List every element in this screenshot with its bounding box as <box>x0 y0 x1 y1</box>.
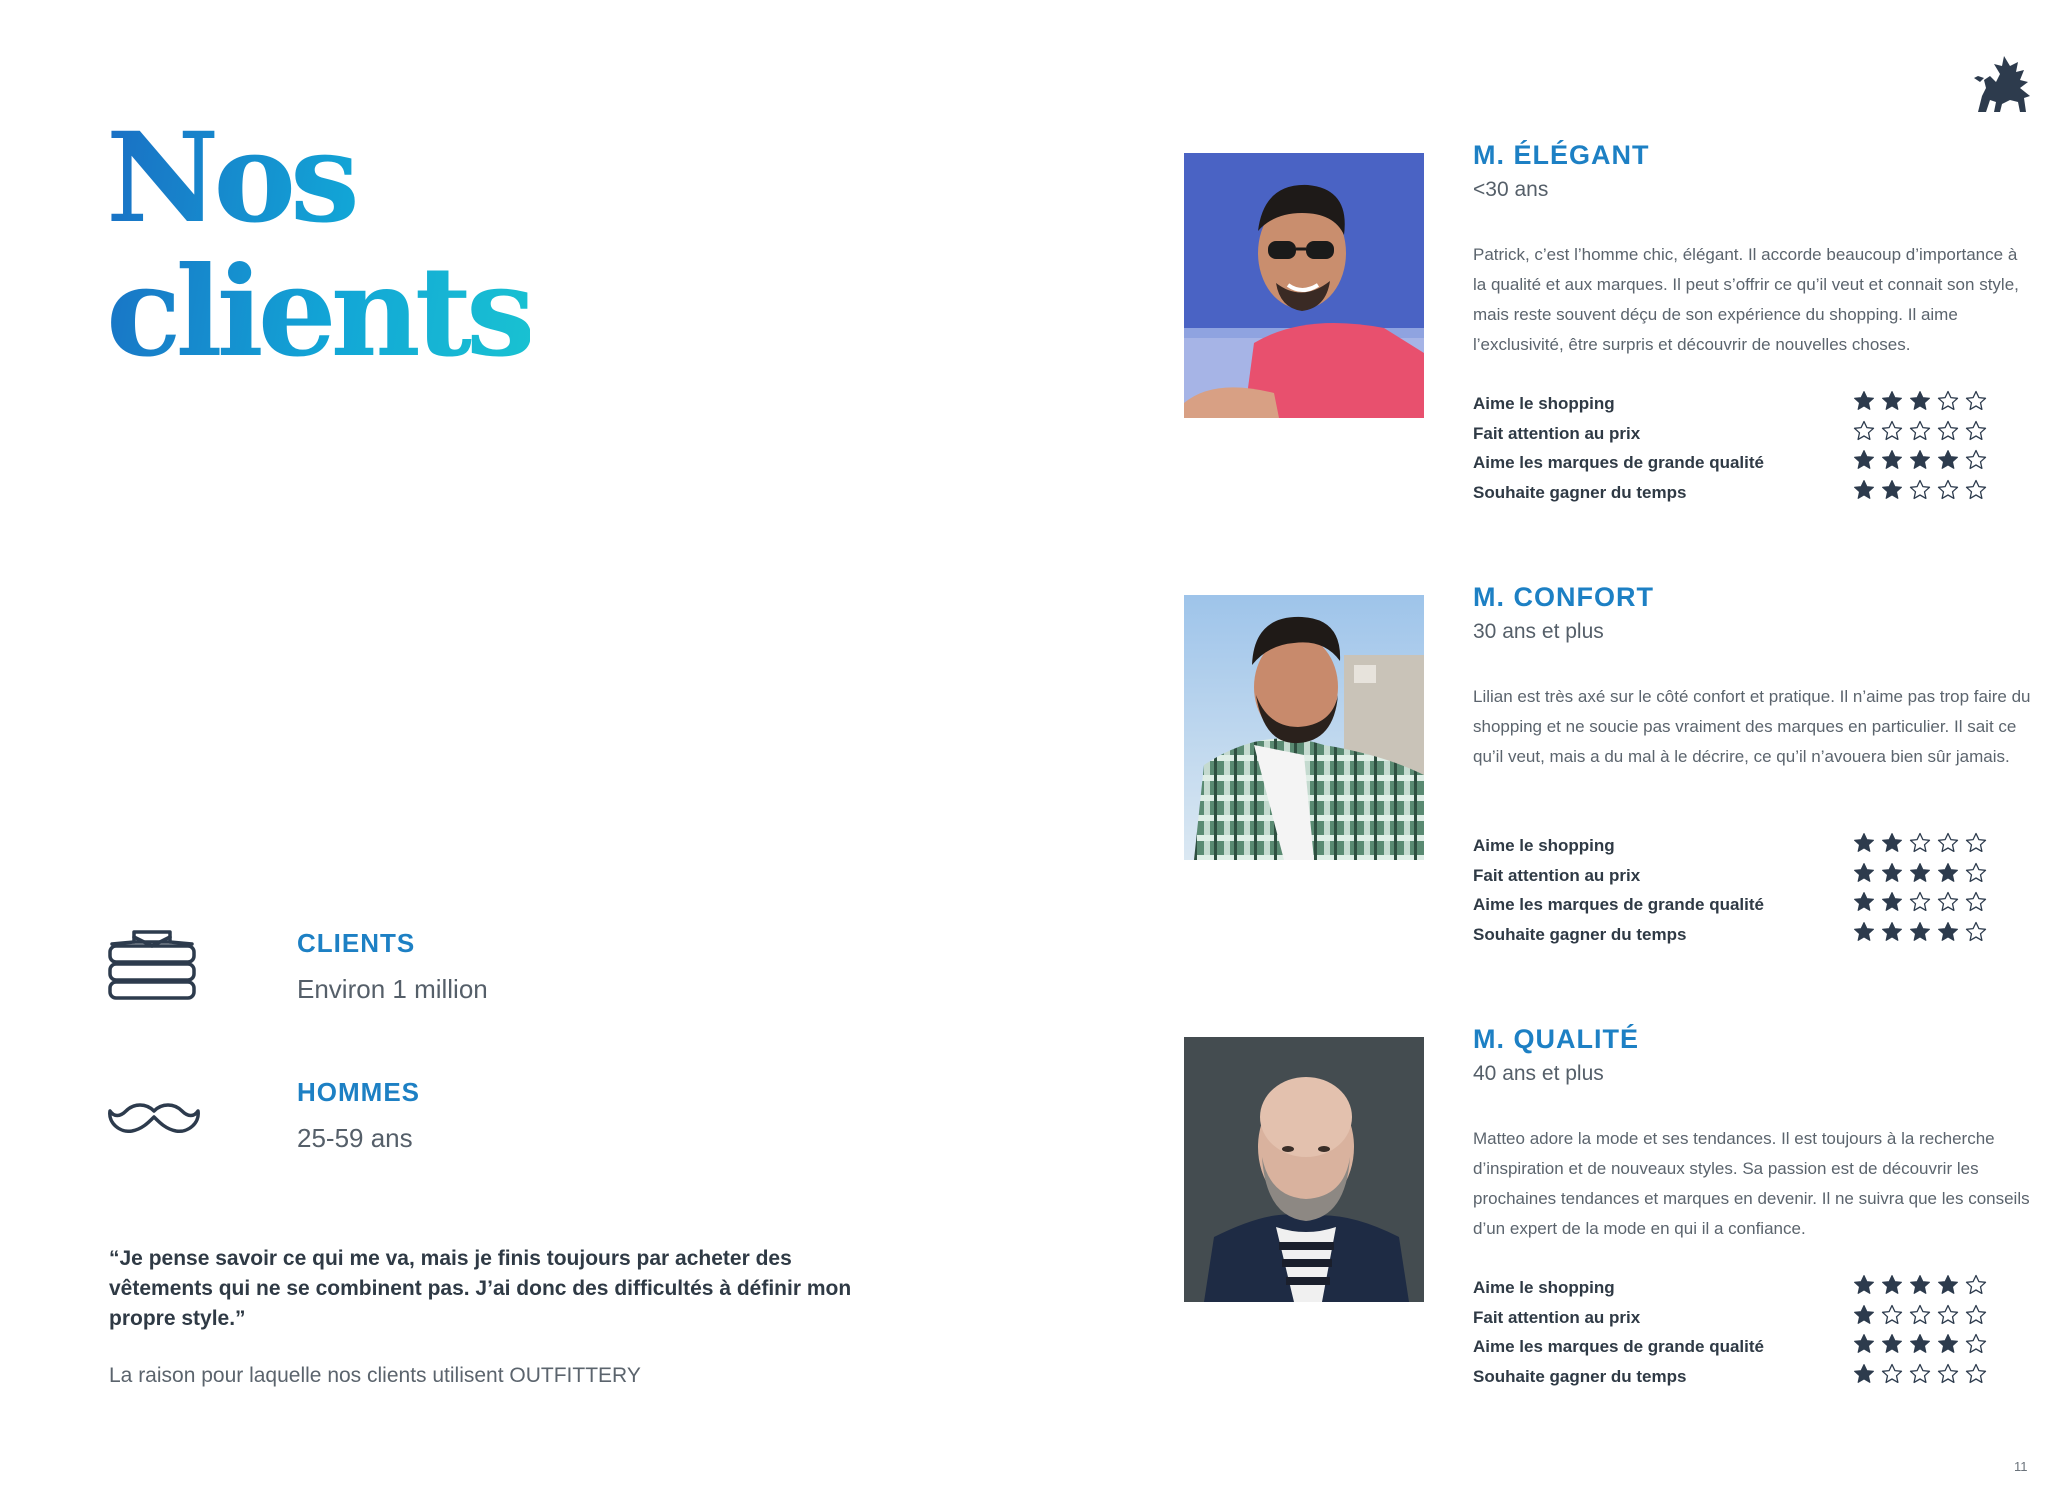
star-outline-icon <box>1909 832 1931 854</box>
star-outline-icon <box>1937 420 1959 442</box>
star-rating <box>1853 1304 1993 1328</box>
rating-row <box>1473 921 1993 951</box>
rating-row <box>1473 449 1993 479</box>
star-outline-icon <box>1853 420 1875 442</box>
star-rating <box>1853 1274 1993 1298</box>
persona-card-confort <box>1184 582 2034 982</box>
star-outline-icon <box>1937 479 1959 501</box>
star-rating <box>1853 420 1993 444</box>
quote-caption: La raison pour laquelle nos clients utilisent OUTFITTERY <box>109 1364 641 1387</box>
persona-card-elegant <box>1184 140 2034 540</box>
star-filled-icon <box>1909 1274 1931 1296</box>
star-outline-icon <box>1937 1363 1959 1385</box>
persona-name-qualite: M. QUALITÉ <box>1473 1024 1639 1054</box>
rating-row <box>1473 891 1993 921</box>
persona-photo-elegant <box>1184 153 1424 418</box>
star-outline-icon <box>1909 1363 1931 1385</box>
stat-hommes-label: HOMMES <box>297 1077 420 1107</box>
star-outline-icon <box>1965 1304 1987 1326</box>
star-outline-icon <box>1965 1363 1987 1385</box>
star-filled-icon <box>1881 832 1903 854</box>
star-filled-icon <box>1853 449 1875 471</box>
rating-row <box>1473 479 1993 509</box>
star-filled-icon <box>1853 390 1875 412</box>
persona-name-confort: M. CONFORT <box>1473 582 1654 612</box>
star-rating <box>1853 449 1993 473</box>
page-number: 11 <box>2014 1459 2028 1474</box>
rating-label: Aime les marques de grande qualité <box>1473 1337 1764 1356</box>
star-outline-icon <box>1965 862 1987 884</box>
stat-clients <box>106 928 726 1038</box>
persona-photo-confort <box>1184 595 1424 860</box>
star-filled-icon <box>1909 921 1931 943</box>
star-rating <box>1853 862 1993 886</box>
star-outline-icon <box>1965 420 1987 442</box>
rating-label: Aime le shopping <box>1473 836 1615 855</box>
star-outline-icon <box>1965 832 1987 854</box>
star-filled-icon <box>1853 1363 1875 1385</box>
star-rating <box>1853 479 1993 503</box>
star-outline-icon <box>1937 891 1959 913</box>
star-outline-icon <box>1937 390 1959 412</box>
stat-hommes <box>106 1077 726 1187</box>
persona-card-qualite <box>1184 1024 2034 1424</box>
star-filled-icon <box>1881 449 1903 471</box>
star-filled-icon <box>1909 449 1931 471</box>
star-filled-icon <box>1909 1333 1931 1355</box>
rating-row <box>1473 862 1993 892</box>
persona-ratings-qualite <box>1473 1274 1993 1392</box>
star-filled-icon <box>1881 862 1903 884</box>
rating-label: Aime le shopping <box>1473 1278 1615 1297</box>
star-filled-icon <box>1881 390 1903 412</box>
star-filled-icon <box>1853 862 1875 884</box>
rating-row <box>1473 1363 1993 1393</box>
page-title-line-2: clients <box>106 240 530 385</box>
rating-label: Aime les marques de grande qualité <box>1473 453 1764 472</box>
star-filled-icon <box>1853 479 1875 501</box>
rating-row <box>1473 390 1993 420</box>
star-outline-icon <box>1881 1304 1903 1326</box>
page-title-line-1: Nos <box>106 106 354 251</box>
persona-description-qualite: Matteo adore la mode et ses tendances. Il est toujours à la recherche d’inspiration et de nouveaux styles. Sa passion est de découvrir les prochaines tendances et marques en devenir. Il ne suivra que les conseils d’un expert de la mode en qui il a confiance. <box>1473 1129 2030 1238</box>
star-filled-icon <box>1853 1333 1875 1355</box>
star-outline-icon <box>1965 479 1987 501</box>
star-outline-icon <box>1909 479 1931 501</box>
star-filled-icon <box>1853 1274 1875 1296</box>
star-filled-icon <box>1937 862 1959 884</box>
page-title <box>106 106 530 385</box>
star-outline-icon <box>1909 420 1931 442</box>
griffin-logo-icon <box>1972 52 2036 114</box>
rating-label: Souhaite gagner du temps <box>1473 924 1687 944</box>
rating-row <box>1473 420 1993 450</box>
star-filled-icon <box>1853 891 1875 913</box>
star-outline-icon <box>1965 921 1987 943</box>
rating-row <box>1473 1333 1993 1363</box>
star-filled-icon <box>1937 1274 1959 1296</box>
star-filled-icon <box>1853 1304 1875 1326</box>
star-outline-icon <box>1965 1274 1987 1296</box>
star-filled-icon <box>1937 921 1959 943</box>
star-outline-icon <box>1909 891 1931 913</box>
rating-label: Fait attention au prix <box>1473 1307 1641 1327</box>
star-outline-icon <box>1965 449 1987 471</box>
stat-clients-value: Environ 1 million <box>297 974 488 1004</box>
star-outline-icon <box>1965 390 1987 412</box>
persona-age-confort: 30 ans et plus <box>1473 620 1604 643</box>
rating-row <box>1473 1304 1993 1334</box>
stat-hommes-value: 25-59 ans <box>297 1123 413 1153</box>
star-rating <box>1853 1333 1993 1357</box>
star-filled-icon <box>1909 390 1931 412</box>
rating-label: Aime les marques de grande qualité <box>1473 895 1764 914</box>
star-outline-icon <box>1965 891 1987 913</box>
rating-label: Aime le shopping <box>1473 394 1615 413</box>
star-filled-icon <box>1937 449 1959 471</box>
star-rating <box>1853 891 1993 915</box>
star-outline-icon <box>1909 1304 1931 1326</box>
persona-age-elegant: <30 ans <box>1473 178 1549 201</box>
rating-label: Fait attention au prix <box>1473 865 1641 885</box>
persona-description-elegant: Patrick, c’est l’homme chic, élégant. Il accorde beaucoup d’importance à la qualité et aux marques. Il peut s’offrir ce qu’il veut et connait son style, mais reste souvent déçu de son expérience du shopping. Il aime l’exclusivité, être surpris et découvrir de nouvelles choses. <box>1473 245 2019 354</box>
star-filled-icon <box>1937 1333 1959 1355</box>
star-outline-icon <box>1937 832 1959 854</box>
mustache-icon <box>106 1101 202 1142</box>
persona-ratings-confort <box>1473 832 1993 950</box>
star-outline-icon <box>1937 1304 1959 1326</box>
persona-description-confort: Lilian est très axé sur le côté confort et pratique. Il n’aime pas trop faire du shopping et ne soucie pas vraiment des marques en particulier. Il sait ce qu’il veut, mais a du mal à le décrire, ce qu’il n’avouera bien sûr jamais. <box>1473 687 2031 766</box>
star-filled-icon <box>1853 921 1875 943</box>
rating-label: Fait attention au prix <box>1473 423 1641 443</box>
star-rating <box>1853 921 1993 945</box>
star-filled-icon <box>1853 832 1875 854</box>
star-filled-icon <box>1909 862 1931 884</box>
rating-label: Souhaite gagner du temps <box>1473 482 1687 502</box>
star-outline-icon <box>1881 1363 1903 1385</box>
customer-quote: “Je pense savoir ce qui me va, mais je finis toujours par acheter des vêtements qui ne se combinent pas. J’ai donc des difficultés à définir mon propre style.” <box>109 1247 852 1330</box>
rating-row <box>1473 1274 1993 1304</box>
stat-clients-label: CLIENTS <box>297 928 416 958</box>
star-outline-icon <box>1965 1333 1987 1355</box>
rating-row <box>1473 832 1993 862</box>
star-filled-icon <box>1881 891 1903 913</box>
star-rating <box>1853 832 1993 856</box>
persona-name-elegant: M. ÉLÉGANT <box>1473 140 1650 170</box>
star-filled-icon <box>1881 1274 1903 1296</box>
rating-label: Souhaite gagner du temps <box>1473 1366 1687 1386</box>
star-filled-icon <box>1881 1333 1903 1355</box>
persona-ratings-elegant <box>1473 390 1993 508</box>
star-rating <box>1853 1363 1993 1387</box>
star-filled-icon <box>1881 479 1903 501</box>
star-filled-icon <box>1881 921 1903 943</box>
star-outline-icon <box>1881 420 1903 442</box>
persona-photo-qualite <box>1184 1037 1424 1302</box>
star-rating <box>1853 390 1993 414</box>
folded-shirts-icon <box>106 928 198 1009</box>
persona-age-qualite: 40 ans et plus <box>1473 1062 1604 1085</box>
